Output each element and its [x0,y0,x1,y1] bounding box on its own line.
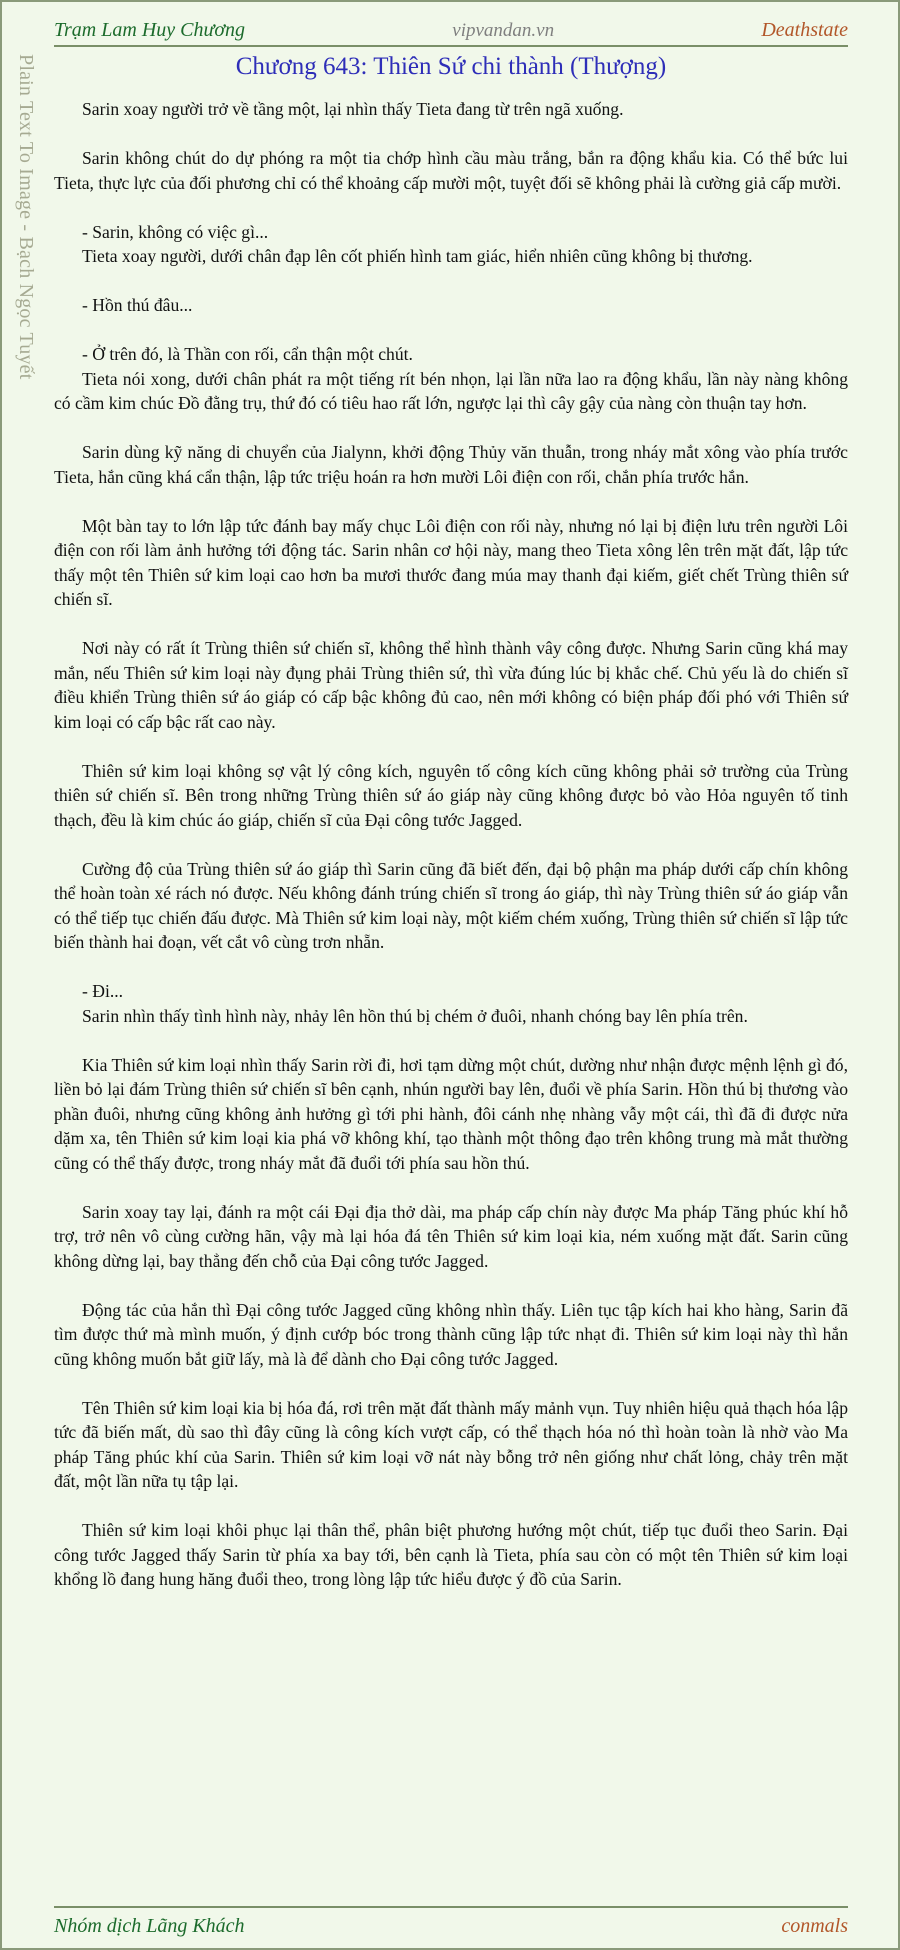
paragraph: Một bàn tay to lớn lập tức đánh bay mấy chục Lôi điện con rối này, nhưng nó lại bị điện lưu trên người Lôi điện con rối làm ảnh hưởng tới động tác. Sarin nhân cơ hội này, mang theo Tieta xông lên trên mặt đất, lập tức thấy một tên Thiên sứ kim loại cao hơn ba mươi thước đang múa may thanh đại kiếm, giết chết Trùng thiên sứ chiến sĩ. [54,515,848,609]
paragraph: - Ở trên đó, là Thần con rối, cẩn thận một chút. [82,344,413,364]
chapter-title: Chương 643: Thiên Sứ chi thành (Thượng) [235,53,667,80]
paragraph: Sarin xoay tay lại, đánh ra một cái Đại địa thở dài, ma pháp cấp chín này được Ma pháp Tăng phúc khí hỗ trợ, trở nên vô cùng cường hãn, vậy mà lại hóa đá tên Thiên sứ kim loại kia, ném xuống mặt đất. Sarin cũng không dừng lại, bay thẳng đến chỗ của Đại công tước Jagged. [54,1201,848,1271]
header-site-text: vipvandan.vn [452,20,555,41]
paragraph: Sarin nhìn thấy tình hình này, nhảy lên hồn thú bị chém ở đuôi, nhanh chóng bay lên phía trên. [82,1005,748,1026]
paragraph: - Hồn thú đâu... [82,295,193,315]
paragraph: Kia Thiên sứ kim loại nhìn thấy Sarin rời đi, hơi tạm dừng một chút, dường như nhận được mệnh lệnh gì đó, liền bỏ lại đám Trùng thiên sứ chiến sĩ bên cạnh, nhún người bay lên, đuổi về phía Sarin. Hồn thú bị thương vào phần đuôi, nhưng cũng không ảnh hưởng gì tới phi hành, đôi cánh nhẹ nhàng vẫy một cái, thì đã đi được nửa dặm xa, tên Thiên sứ kim loại kia phá vỡ không khí, tạo thành một thông đạo trên không trung mà mắt thường cũng có thể thấy được, trong nháy mắt đã đuổi tới phía sau hồn thú. [54,1054,848,1173]
page-footer [54,1906,848,1942]
paragraph: Tên Thiên sứ kim loại kia bị hóa đá, rơi trên mặt đất thành mấy mảnh vụn. Tuy nhiên hiệu quả thạch hóa lập tức đã biến mất, dù sao thì đây cũng là công kích vượt cấp, có thể thạch hóa nó thì hoàn toàn là nhờ vào Ma pháp Tăng phúc khí của Sarin. Thiên sứ kim loại vỡ nát này bỗng trở nên giống như chất lỏng, chảy trên mặt đất, một lần nữa tụ tập lại. [54,1397,848,1491]
paragraph: Tieta nói xong, dưới chân phát ra một tiếng rít bén nhọn, lại lần nữa lao ra động khẩu, lần này nàng không có cầm kim chúc Đồ đằng trụ, thứ đó có tiêu hao rất lớn, ngược lại thì cây gậy của nàng còn thuận tay hơn. [54,368,848,413]
paragraph: Sarin dùng kỹ năng di chuyển của Jialynn, khởi động Thủy văn thuẫn, trong nháy mắt xông vào phía trước Tieta, hắn cũng khá cẩn thận, lập tức triệu hoán ra hơn mười Lôi điện con rối, chắn phía trước hắn. [54,442,848,487]
paragraph: Động tác của hắn thì Đại công tước Jagged cũng không nhìn thấy. Liên tục tập kích hai kho hàng, Sarin đã tìm được thứ mà mình muốn, ý định cướp bóc trong thành cũng lập tức nhạt đi. Thiên sứ kim loại này thì hắn cũng không muốn bắt giữ lấy, mà là để dành cho Đại công tước Jagged. [54,1299,848,1369]
chapter-content [54,97,848,1616]
page-header [54,12,848,47]
footer-left-text: Nhóm dịch Lãng Khách [54,1914,245,1937]
paragraph: Nơi này có rất ít Trùng thiên sứ chiến sĩ, không thể hình thành vây công được. Nhưng Sarin cũng khá may mắn, nếu Thiên sứ kim loại này đụng phải Trùng thiên sứ, thì vừa đúng lúc bị khắc chế. Chủ yếu là do chiến sĩ điều khiển Trùng thiên sứ áo giáp có cấp bậc không đủ cao, nên mới không có biện pháp đối phó với Thiên sứ kim loại có cấp bậc rất cao này. [54,638,848,732]
paragraph: Thiên sứ kim loại không sợ vật lý công kích, nguyên tố công kích cũng không phải sở trường của Trùng thiên sứ chiến sĩ. Bên trong những Trùng thiên sứ áo giáp này cũng không được bỏ vào Hỏa nguyên tố tinh thạch, đều là kim chúc áo giáp, chiến sĩ của Đại công tước Jagged. [54,760,848,830]
paragraph: Sarin xoay người trở về tầng một, lại nhìn thấy Tieta đang từ trên ngã xuống. [82,99,624,119]
paragraph: - Đi... [82,981,124,1001]
paragraph: - Sarin, không có việc gì... [82,221,269,242]
side-watermark-text: Plain Text To Image - Bạch Ngọc Tuyết [15,54,37,380]
paragraph: Sarin không chút do dự phóng ra một tia chớp hình cầu màu trắng, bắn ra động khẩu kia. Có thể bức lui Tieta, thực lực của đối phương chỉ có thể khoảng cấp mười một, tuyệt đối sẽ không phải là cường giả cấp mười. [54,148,848,193]
header-left-text: Trạm Lam Huy Chương [54,19,246,41]
paragraph: Thiên sứ kim loại khôi phục lại thân thể, phân biệt phương hướng một chút, tiếp tục đuổi theo Sarin. Đại công tước Jagged thấy Sarin từ phía xa bay tới, bên cạnh là Tieta, phía sau còn có một tên Thiên sứ kim loại khổng lồ đang hung hăng đuổi theo, trong lòng lập tức hiểu được ý đồ của Sarin. [54,1520,848,1589]
paragraph: Cường độ của Trùng thiên sứ áo giáp thì Sarin cũng đã biết đến, đại bộ phận ma pháp dưới cấp chín không thể hoàn toàn xé rách nó được. Nếu không đánh trúng chiến sĩ trong áo giáp, thì này Trùng thiên sứ áo giáp vẫn có thể tiếp tục chiến đấu được. Mà Thiên sứ kim loại này, một kiếm chém xuống, Trùng thiên sứ chiến sĩ lập tức biến thành hai đoạn, vết cắt vô cùng trơn nhẵn. [54,858,848,952]
header-right-text: Deathstate [761,19,848,41]
footer-right-text: conmals [781,1914,848,1937]
paragraph: Tieta xoay người, dưới chân đạp lên cốt phiến hình tam giác, hiển nhiên cũng không bị thương. [82,246,753,266]
